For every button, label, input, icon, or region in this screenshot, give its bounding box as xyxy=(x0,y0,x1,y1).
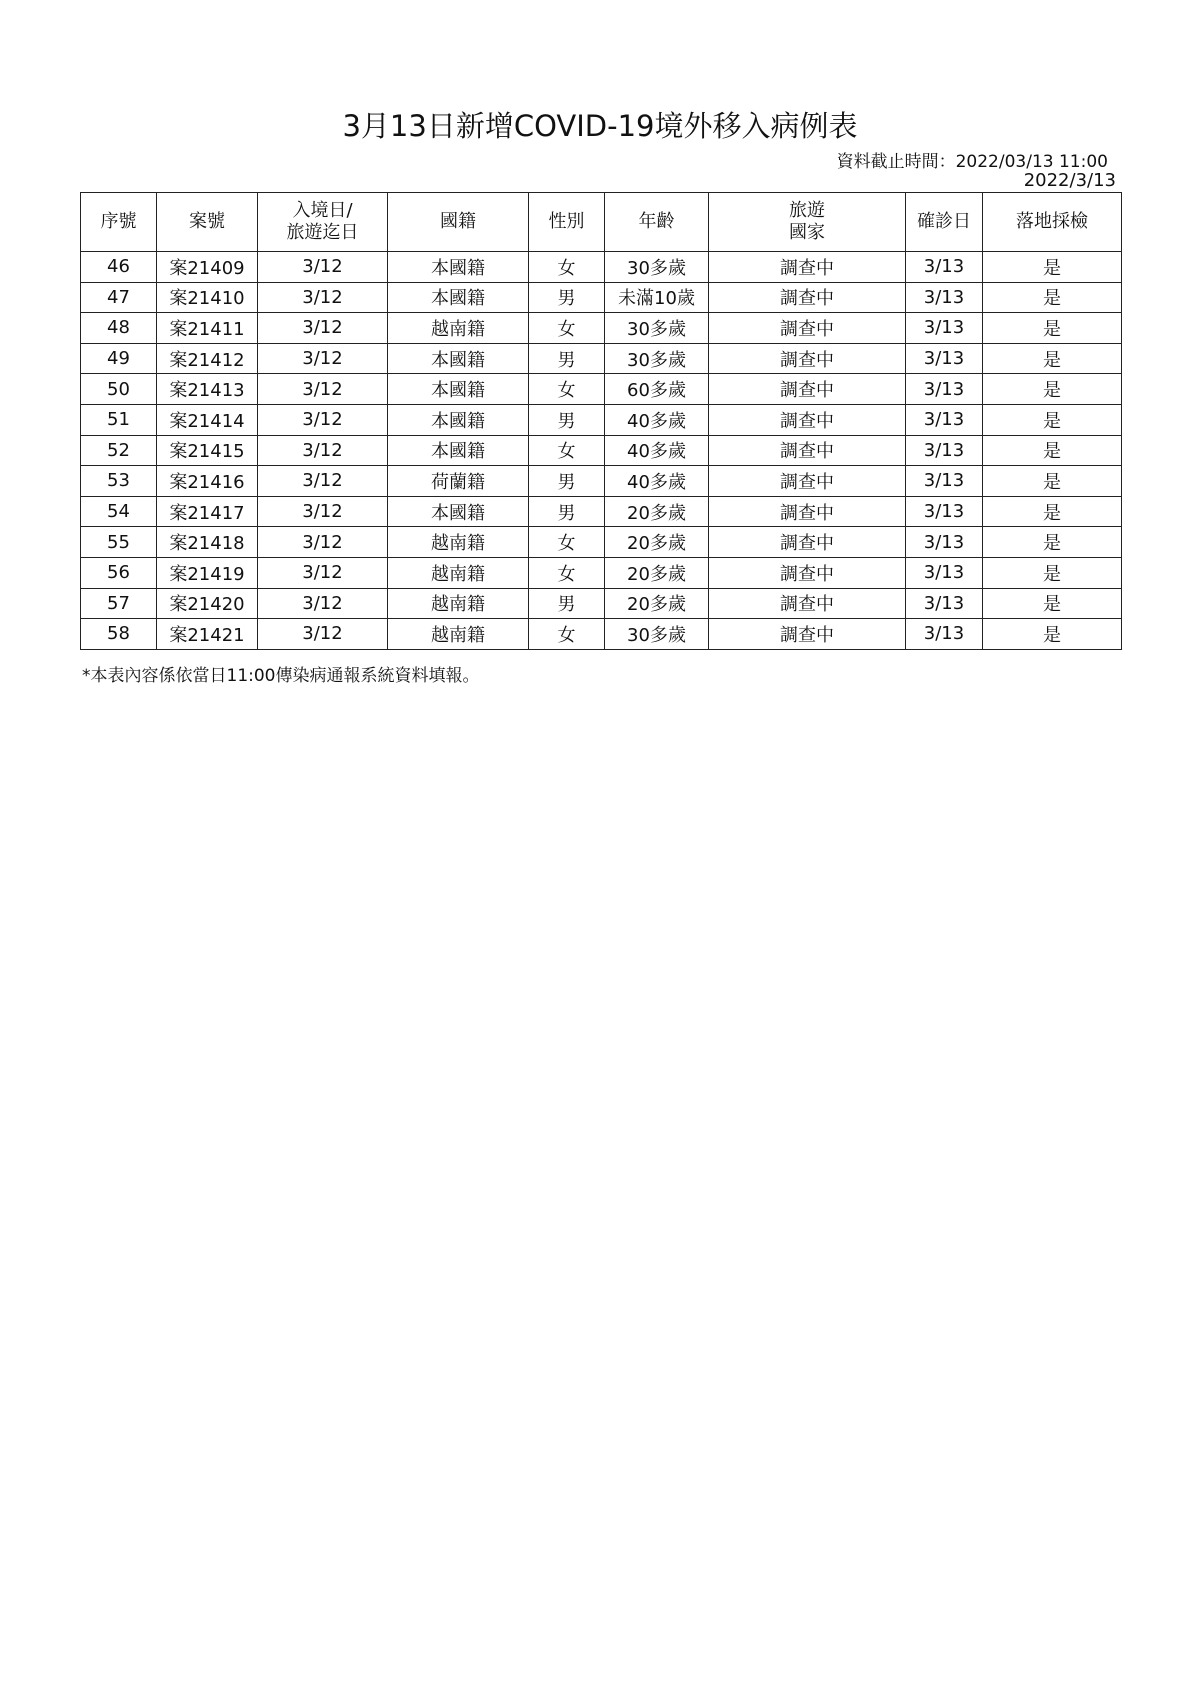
cell-confirm-date: 3/13 xyxy=(906,557,983,588)
cell-travel-country: 調查中 xyxy=(709,435,906,466)
cell-sex: 女 xyxy=(529,557,605,588)
cell-case-id: 案21412 xyxy=(157,343,258,374)
table-row xyxy=(81,496,1122,527)
cell-entry-date: 3/12 xyxy=(258,496,388,527)
col-header-confirm-date: 確診日 xyxy=(906,193,983,252)
col-header-travel-country xyxy=(709,193,906,252)
cell-age: 30多歲 xyxy=(605,343,709,374)
cell-case-id: 案21410 xyxy=(157,282,258,313)
cell-nationality: 越南籍 xyxy=(388,527,529,558)
cell-travel-country: 調查中 xyxy=(709,527,906,558)
cell-travel-country: 調查中 xyxy=(709,588,906,619)
cell-travel-country: 調查中 xyxy=(709,557,906,588)
cell-entry-date: 3/12 xyxy=(258,374,388,405)
cell-nationality: 本國籍 xyxy=(388,343,529,374)
col-header-entry-date xyxy=(258,193,388,252)
cell-confirm-date: 3/13 xyxy=(906,252,983,283)
cell-case-id: 案21413 xyxy=(157,374,258,405)
table-row xyxy=(81,619,1122,650)
cell-confirm-date: 3/13 xyxy=(906,588,983,619)
cell-travel-country: 調查中 xyxy=(709,374,906,405)
imported-cases-table xyxy=(80,192,1122,650)
cell-travel-country: 調查中 xyxy=(709,282,906,313)
cell-seq: 48 xyxy=(81,313,157,344)
cell-confirm-date: 3/13 xyxy=(906,619,983,650)
cell-entry-date: 3/12 xyxy=(258,313,388,344)
header-row xyxy=(81,193,1122,252)
cell-airport-test: 是 xyxy=(983,435,1122,466)
cell-entry-date: 3/12 xyxy=(258,252,388,283)
cell-entry-date: 3/12 xyxy=(258,527,388,558)
cell-entry-date: 3/12 xyxy=(258,466,388,497)
cell-seq: 58 xyxy=(81,619,157,650)
cell-airport-test: 是 xyxy=(983,374,1122,405)
table-row xyxy=(81,527,1122,558)
table-row xyxy=(81,404,1122,435)
table-row xyxy=(81,252,1122,283)
cell-nationality: 本國籍 xyxy=(388,435,529,466)
cell-seq: 53 xyxy=(81,466,157,497)
cell-case-id: 案21418 xyxy=(157,527,258,558)
cell-seq: 55 xyxy=(81,527,157,558)
cell-age: 40多歲 xyxy=(605,435,709,466)
cell-travel-country: 調查中 xyxy=(709,496,906,527)
cell-nationality: 本國籍 xyxy=(388,252,529,283)
col-header-travel-line1: 旅遊 xyxy=(789,200,825,221)
table-body xyxy=(81,252,1122,650)
cell-travel-country: 調查中 xyxy=(709,404,906,435)
cell-airport-test: 是 xyxy=(983,282,1122,313)
col-header-nationality: 國籍 xyxy=(388,193,529,252)
cell-case-id: 案21417 xyxy=(157,496,258,527)
cell-sex: 男 xyxy=(529,466,605,497)
cell-case-id: 案21411 xyxy=(157,313,258,344)
cell-nationality: 荷蘭籍 xyxy=(388,466,529,497)
col-header-age: 年齡 xyxy=(605,193,709,252)
page-title: 3月13日新增COVID-19境外移入病例表 xyxy=(342,109,858,143)
cell-age: 20多歲 xyxy=(605,588,709,619)
cell-age: 未滿10歲 xyxy=(605,282,709,313)
cell-sex: 女 xyxy=(529,619,605,650)
cell-entry-date: 3/12 xyxy=(258,343,388,374)
cell-case-id: 案21415 xyxy=(157,435,258,466)
cell-confirm-date: 3/13 xyxy=(906,282,983,313)
table-row xyxy=(81,557,1122,588)
cell-travel-country: 調查中 xyxy=(709,252,906,283)
cell-confirm-date: 3/13 xyxy=(906,343,983,374)
col-header-entry-line1: 入境日/ xyxy=(292,200,353,221)
col-header-sex: 性別 xyxy=(529,193,605,252)
cell-entry-date: 3/12 xyxy=(258,619,388,650)
cell-confirm-date: 3/13 xyxy=(906,313,983,344)
cell-case-id: 案21421 xyxy=(157,619,258,650)
cell-seq: 56 xyxy=(81,557,157,588)
cell-case-id: 案21416 xyxy=(157,466,258,497)
cell-seq: 57 xyxy=(81,588,157,619)
cell-travel-country: 調查中 xyxy=(709,466,906,497)
table-row xyxy=(81,466,1122,497)
cell-nationality: 本國籍 xyxy=(388,404,529,435)
cell-entry-date: 3/12 xyxy=(258,557,388,588)
cell-travel-country: 調查中 xyxy=(709,619,906,650)
cell-travel-country: 調查中 xyxy=(709,343,906,374)
cell-airport-test: 是 xyxy=(983,313,1122,344)
col-header-airport-test: 落地採檢 xyxy=(983,193,1122,252)
cell-seq: 52 xyxy=(81,435,157,466)
cell-nationality: 越南籍 xyxy=(388,557,529,588)
cell-seq: 51 xyxy=(81,404,157,435)
col-header-travel-line2: 國家 xyxy=(789,222,825,243)
cell-seq: 50 xyxy=(81,374,157,405)
cell-confirm-date: 3/13 xyxy=(906,404,983,435)
cell-case-id: 案21414 xyxy=(157,404,258,435)
table-row xyxy=(81,435,1122,466)
cell-age: 40多歲 xyxy=(605,466,709,497)
col-header-seq: 序號 xyxy=(81,193,157,252)
cell-age: 20多歲 xyxy=(605,557,709,588)
report-date: 2022/3/13 xyxy=(1023,170,1116,191)
footnote: *本表內容係依當日11:00傳染病通報系統資料填報。 xyxy=(82,666,480,686)
cell-airport-test: 是 xyxy=(983,557,1122,588)
cell-airport-test: 是 xyxy=(983,496,1122,527)
cell-nationality: 越南籍 xyxy=(388,588,529,619)
table-row xyxy=(81,282,1122,313)
cell-confirm-date: 3/13 xyxy=(906,435,983,466)
cell-sex: 男 xyxy=(529,588,605,619)
cell-case-id: 案21409 xyxy=(157,252,258,283)
cell-nationality: 越南籍 xyxy=(388,619,529,650)
cell-entry-date: 3/12 xyxy=(258,435,388,466)
cell-age: 30多歲 xyxy=(605,252,709,283)
cell-sex: 女 xyxy=(529,313,605,344)
cell-entry-date: 3/12 xyxy=(258,404,388,435)
cell-entry-date: 3/12 xyxy=(258,282,388,313)
cell-nationality: 本國籍 xyxy=(388,496,529,527)
cell-sex: 男 xyxy=(529,343,605,374)
cell-sex: 男 xyxy=(529,282,605,313)
cell-airport-test: 是 xyxy=(983,404,1122,435)
cell-nationality: 本國籍 xyxy=(388,374,529,405)
cell-age: 20多歲 xyxy=(605,496,709,527)
cell-airport-test: 是 xyxy=(983,343,1122,374)
cell-age: 40多歲 xyxy=(605,404,709,435)
cell-sex: 女 xyxy=(529,527,605,558)
cell-seq: 54 xyxy=(81,496,157,527)
cell-age: 30多歲 xyxy=(605,313,709,344)
data-cutoff-time: 資料截止時間：2022/03/13 11:00 xyxy=(836,152,1108,172)
col-header-case-id: 案號 xyxy=(157,193,258,252)
cell-sex: 男 xyxy=(529,496,605,527)
cell-seq: 46 xyxy=(81,252,157,283)
cell-case-id: 案21419 xyxy=(157,557,258,588)
cell-nationality: 越南籍 xyxy=(388,313,529,344)
cell-age: 20多歲 xyxy=(605,527,709,558)
cell-age: 60多歲 xyxy=(605,374,709,405)
cell-travel-country: 調查中 xyxy=(709,313,906,344)
cell-airport-test: 是 xyxy=(983,252,1122,283)
cell-entry-date: 3/12 xyxy=(258,588,388,619)
cell-confirm-date: 3/13 xyxy=(906,374,983,405)
cell-age: 30多歲 xyxy=(605,619,709,650)
cell-nationality: 本國籍 xyxy=(388,282,529,313)
cell-airport-test: 是 xyxy=(983,588,1122,619)
cell-seq: 47 xyxy=(81,282,157,313)
cell-sex: 女 xyxy=(529,435,605,466)
col-header-entry-line2: 旅遊迄日 xyxy=(286,222,359,243)
table-row xyxy=(81,374,1122,405)
cell-confirm-date: 3/13 xyxy=(906,527,983,558)
cell-case-id: 案21420 xyxy=(157,588,258,619)
cell-sex: 女 xyxy=(529,252,605,283)
cell-sex: 男 xyxy=(529,404,605,435)
cell-airport-test: 是 xyxy=(983,619,1122,650)
cell-seq: 49 xyxy=(81,343,157,374)
cell-airport-test: 是 xyxy=(983,527,1122,558)
cell-airport-test: 是 xyxy=(983,466,1122,497)
cell-confirm-date: 3/13 xyxy=(906,496,983,527)
table-row xyxy=(81,313,1122,344)
cell-confirm-date: 3/13 xyxy=(906,466,983,497)
cell-sex: 女 xyxy=(529,374,605,405)
table-row xyxy=(81,343,1122,374)
table-row xyxy=(81,588,1122,619)
